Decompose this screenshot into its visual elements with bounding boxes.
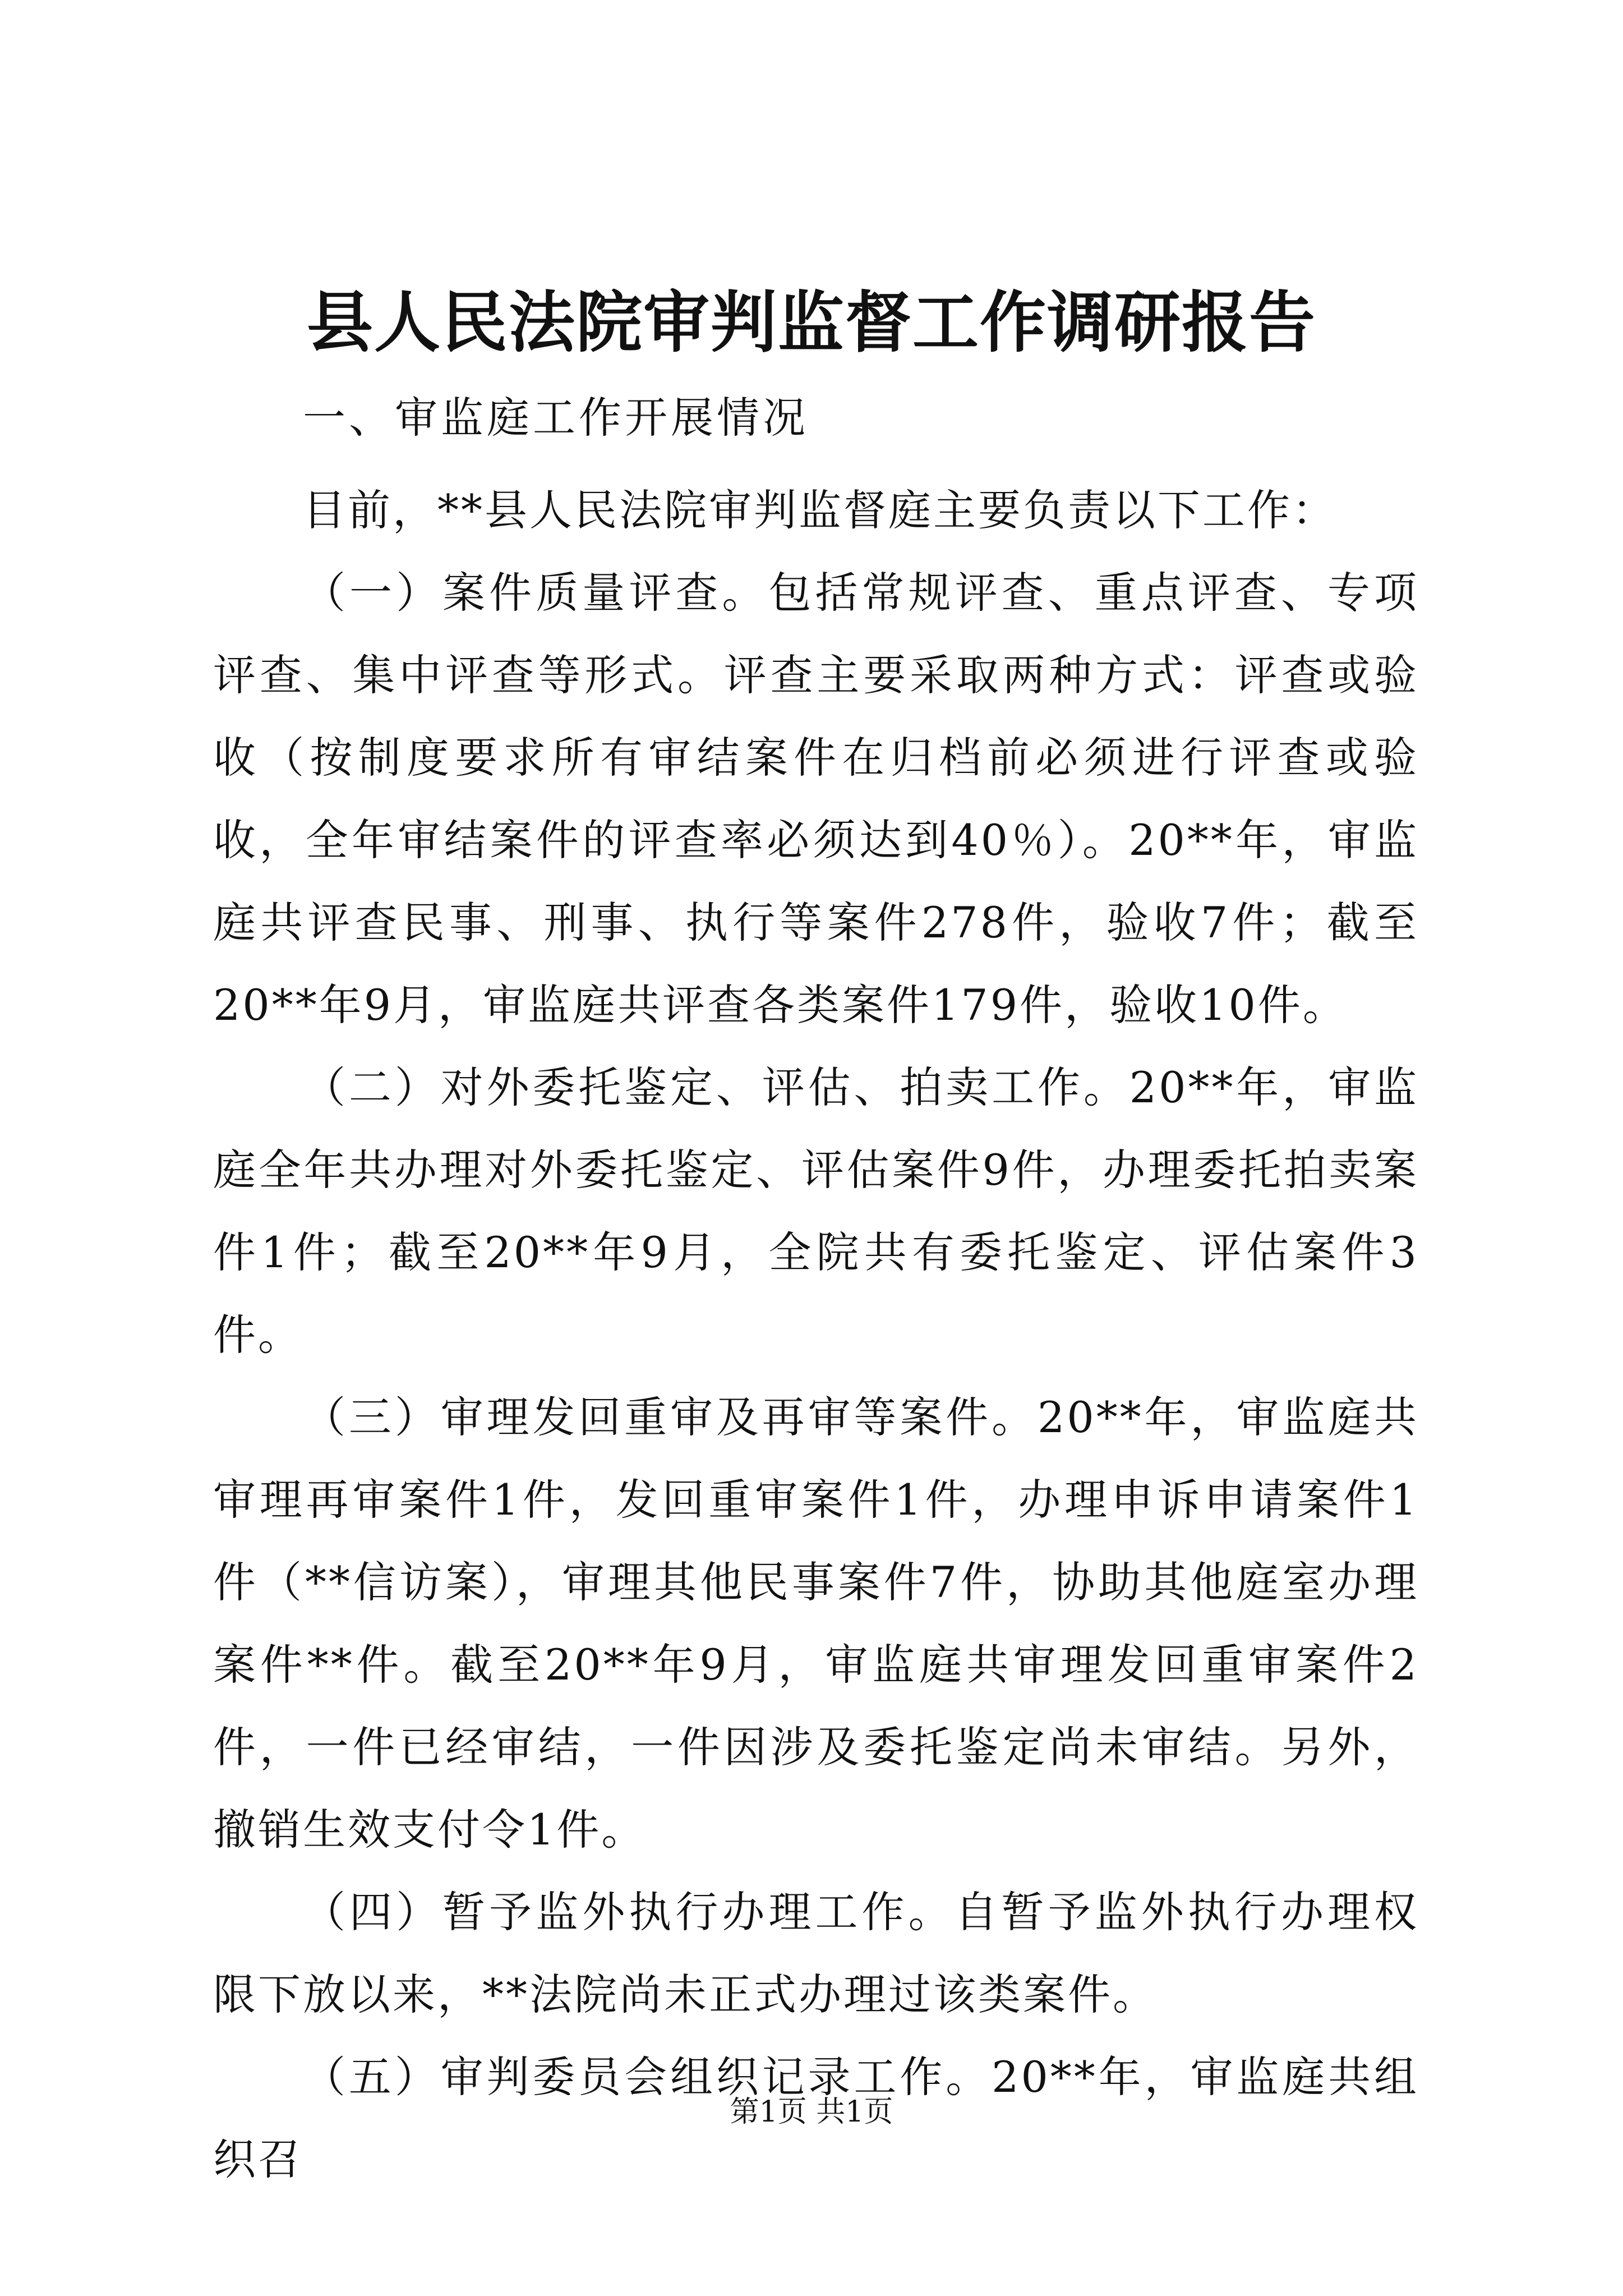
page-footer: 第1页 共1页 (730, 2095, 893, 2129)
document-body (213, 469, 1419, 2201)
paragraph-temporary-outside-execution: （四）暂予监外执行办理工作。自暂予监外执行办理权限下放以来，**法院尚未正式办理过该类案件。 (213, 1887, 1419, 2019)
document-title: 县人民法院审判监督工作调研报告 (306, 283, 1316, 361)
paragraph-retrial-cases: （三）审理发回重审及再审等案件。20**年，审监庭共审理再审案件1件，发回重审案件1件，办理申诉申请案件1件（**信访案），审理其他民事案件7件，协助其他庭室办理案件**件。截至20**年9月，审监庭共审理发回重审案件2件，一件已经审结，一件因涉及委托鉴定尚未审结。另外，撤销生效支付令1件。 (213, 1392, 1419, 1855)
paragraph-judicial-committee: （五）审判委员会组织记录工作。20**年，审监庭共组织召 (213, 2052, 1419, 2184)
paragraph-intro: 目前，**县人民法院审判监督庭主要负责以下工作： (303, 485, 1337, 535)
paragraph-external-appraisal: （二）对外委托鉴定、评估、拍卖工作。20**年，审监庭全年共办理对外委托鉴定、评估案件9件，办理委托拍卖案件1件；截至20**年9月，全院共有委托鉴定、评估案件3件。 (213, 1062, 1419, 1360)
paragraph-case-quality-review: （一）案件质量评查。包括常规评查、重点评查、专项评查、集中评查等形式。评查主要采取两种方式：评查或验收（按制度要求所有审结案件在归档前必须进行评查或验收，全年审结案件的评查率必须达到40％）。20**年，审监庭共评查民事、刑事、执行等案件278件，验收7件；截至20**年9月，审监庭共评查各类案件179件，验收10件。 (213, 568, 1419, 1030)
section-heading: 一、审监庭工作开展情况 (303, 393, 809, 443)
